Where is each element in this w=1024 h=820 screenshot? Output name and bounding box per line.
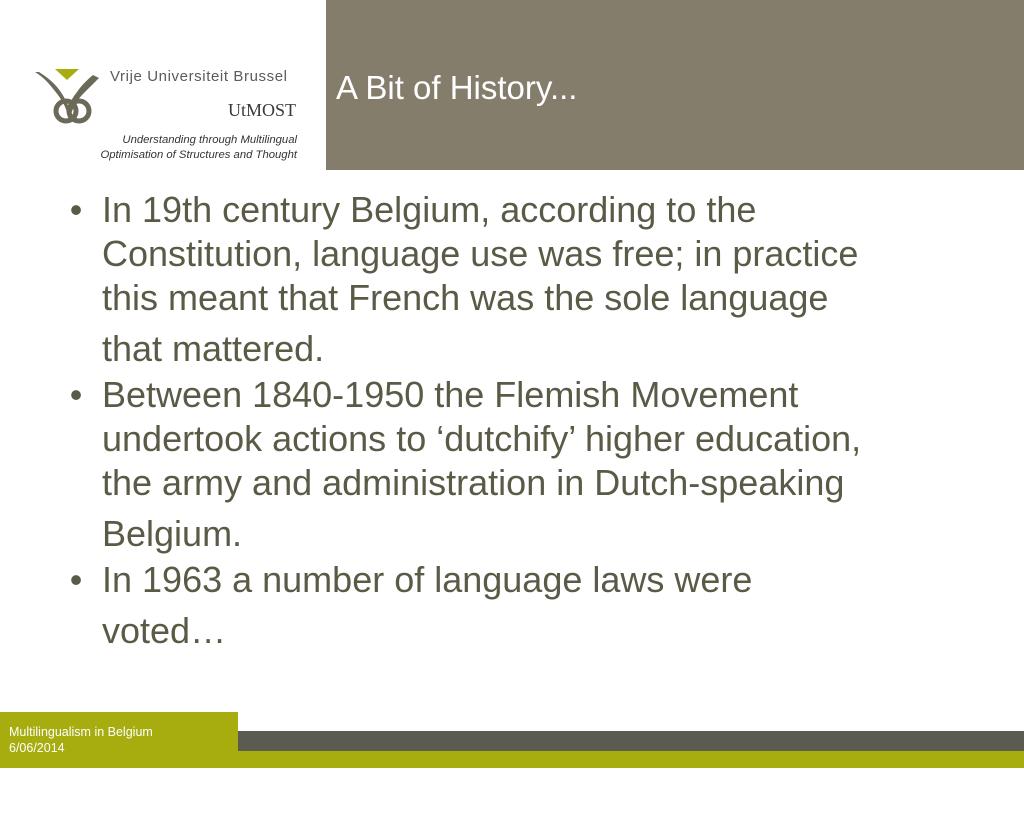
bullet-line: voted… [102,610,227,651]
bullet-list [66,188,966,655]
footer-presentation-title: Multilingualism in Belgium [9,725,153,739]
bullet-line: In 19th century Belgium, according to the [102,189,757,230]
footer-text [9,724,153,820]
bullet-line: In 1963 a number of language laws were [102,559,753,600]
bullet-line: Between 1840-1950 the Flemish Movement [102,374,799,415]
bullet-text [102,558,962,653]
university-name: Vrije Universiteit Brussel [110,68,288,85]
bullet-icon: • [69,189,83,230]
footer-separator: | [9,773,13,787]
bullet-line: that mattered. [102,328,325,369]
footer-page-number: pag. 4 [9,805,44,819]
tagline-line: Optimisation of Structures and Thought [100,149,297,161]
bullet-item [66,558,966,653]
slide-title: A Bit of History... [336,69,578,106]
bullet-icon: • [69,559,83,600]
bullet-line: Constitution, language use was free; in practice [102,233,859,274]
footer-date: 6/06/2014 [9,741,65,755]
bullet-icon: • [69,374,83,415]
footer-date-page [9,740,153,820]
footer-gray-stripe [238,731,1024,751]
bullet-line: Belgium. [102,513,243,554]
vub-logo-icon [33,68,101,126]
bullet-line: this meant that French was the sole language [102,277,829,318]
research-group-name: UtMOST [227,100,296,120]
bullet-text [102,188,962,371]
bullet-line: the army and administration in Dutch-speaking [102,462,845,503]
bullet-line: undertook actions to ‘dutchify’ higher education, [102,418,862,459]
bullet-item [66,373,966,556]
bullet-text [102,373,962,556]
research-group-tagline [0,133,297,163]
bullet-item [66,188,966,371]
footer-lime-stripe [238,751,1024,768]
tagline-line: Understanding through Multilingual [122,134,297,146]
